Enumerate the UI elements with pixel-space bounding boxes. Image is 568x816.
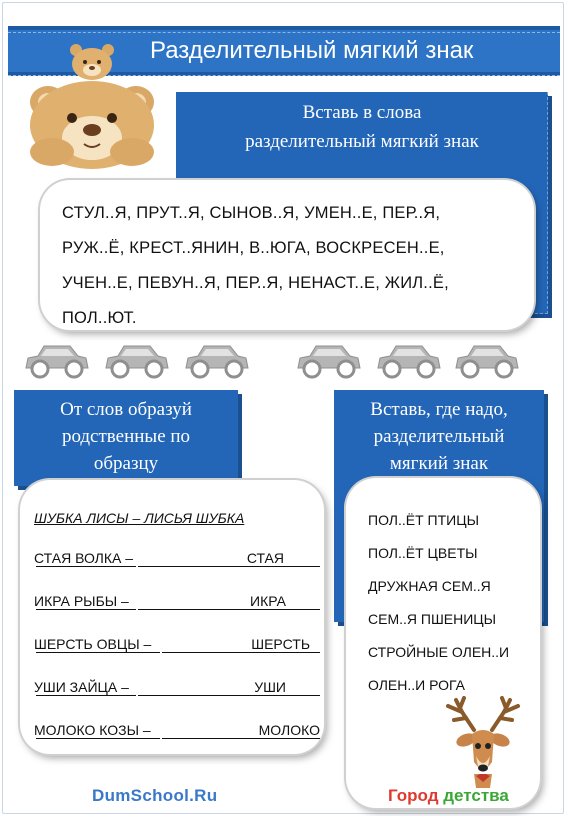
logo-part-detstva: детства (438, 786, 509, 805)
task3-item: ПОЛ..ЁТ ПТИЦЫ (368, 512, 479, 528)
task2-row-source: СТАЯ ВОЛКА – (34, 550, 134, 566)
task3-instruction-line: мягкий знак (389, 453, 489, 474)
answer-line[interactable] (138, 695, 320, 696)
task3-list (368, 504, 538, 702)
task2-row-underline (36, 609, 136, 610)
task2-row (34, 636, 320, 656)
deer-icon (436, 696, 530, 788)
answer-line[interactable] (138, 566, 320, 567)
task2-row (34, 722, 320, 742)
task3-item: ОЛЕН..И РОГА (368, 677, 466, 693)
task2-row-underline (36, 652, 160, 653)
task2-row-target: ИКРА (250, 593, 286, 609)
task2-row-target: ШЕРСТЬ (251, 636, 310, 652)
task2-row-target: СТАЯ (246, 550, 284, 566)
task2-instruction-line: образцу (93, 453, 159, 474)
car-icon (182, 338, 252, 382)
task2-row-source: ШЕРСТЬ ОВЦЫ – (34, 636, 152, 652)
task2-row-underline (36, 738, 160, 739)
page-title: Разделительный мягкий знак (150, 37, 474, 64)
task2-instruction-line: От слов образуй (60, 399, 192, 420)
task1-line: УЧЕН..Е, ПЕВУН..Я, ПЕР..Я, НЕНАСТ..Е, ЖИЛ..Ё, (62, 274, 449, 292)
task3-item: СЕМ..Я ПШЕНИЦЫ (368, 611, 497, 627)
task3-item: СТРОЙНЫЕ ОЛЕН..И (368, 644, 510, 660)
task2-row-source: УШИ ЗАЙЦА – (34, 679, 129, 695)
gorod-detstva-logo (388, 786, 509, 806)
logo-part-gorod: Город (388, 786, 439, 805)
task2-row-target: УШИ (254, 679, 286, 695)
task1-instruction-line: Вставь в слова (302, 102, 422, 123)
task2-instruction-line: родственные по (61, 426, 191, 447)
task1-instruction-line: разделительный мягкий знак (245, 131, 479, 152)
task1-line: СТУЛ..Я, ПРУТ..Я, СЫНОВ..Я, УМЕН..Е, ПЕР..Я, (62, 204, 441, 222)
task2-row-source: ИКРА РЫБЫ – (34, 593, 129, 609)
task3-item: ДРУЖНАЯ СЕМ..Я (368, 578, 491, 594)
car-icon (294, 338, 364, 382)
task2-row-source: МОЛОКО КОЗЫ – (34, 722, 151, 738)
teddy-bear-icon (12, 40, 172, 170)
task2-example: ШУБКА ЛИСЫ – ЛИСЬЯ ШУБКА (34, 510, 245, 526)
task2-row-underline (36, 695, 136, 696)
task1-line: ПОЛ..ЮТ. (62, 309, 137, 327)
task2-row (34, 679, 320, 699)
car-icon (374, 338, 444, 382)
task1-line: РУЖ..Ё, КРЕСТ..ЯНИН, В..ЮГА, ВОСКРЕСЕН..Е, (62, 239, 445, 257)
answer-line[interactable] (162, 738, 320, 739)
task2-row (34, 550, 320, 570)
task1-word-list (62, 196, 522, 336)
task2-row-target: МОЛОКО (258, 722, 320, 738)
task3-item: ПОЛ..ЁТ ЦВЕТЫ (368, 545, 478, 561)
task3-instruction (334, 396, 544, 477)
car-icon (102, 338, 172, 382)
dumschool-logo: DumSchool.Ru (92, 786, 218, 805)
car-icon (22, 338, 92, 382)
task1-instruction (176, 98, 548, 156)
answer-line[interactable] (138, 609, 320, 610)
task2-instruction (14, 396, 238, 477)
task3-instruction-line: разделительный (373, 426, 505, 447)
task3-instruction-line: Вставь, где надо, (370, 399, 508, 420)
answer-line[interactable] (162, 652, 320, 653)
task2-row-underline (36, 566, 136, 567)
task2-row (34, 593, 320, 613)
car-icon (452, 338, 522, 382)
